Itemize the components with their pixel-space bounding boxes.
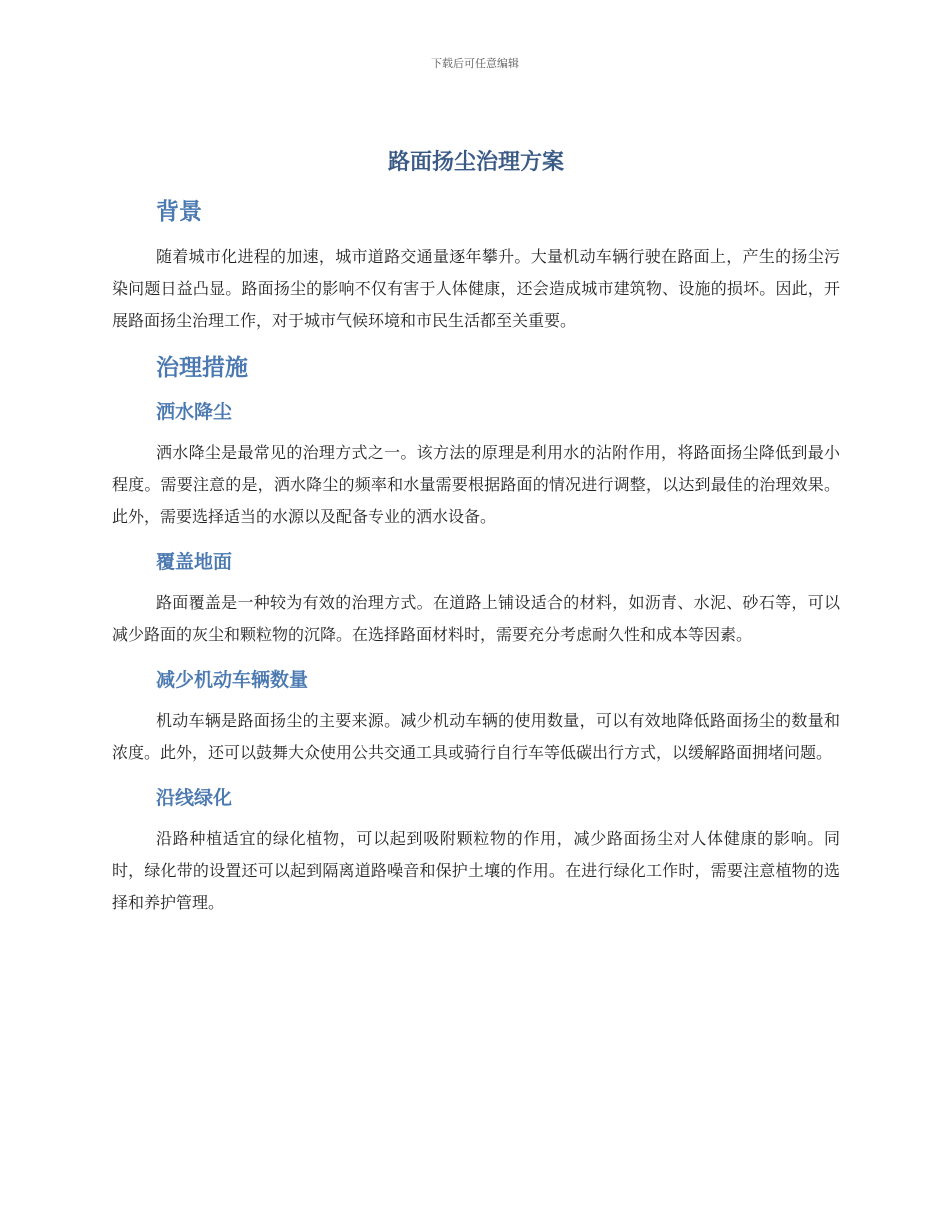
- subheading-sprinkling: 洒水降尘: [156, 401, 233, 423]
- subheading-reduce-vehicles: 减少机动车辆数量: [156, 669, 309, 691]
- paragraph-ground-cover: 路面覆盖是一种较为有效的治理方式。在道路上铺设适合的材料，如沥青、水泥、砂石等，可以减少路面的灰尘和颗粒物的沉降。在选择路面材料时，需要充分考虑耐久性和成本等因素。: [112, 593, 840, 644]
- measure-greening: [112, 783, 840, 919]
- subheading-greening: 沿线绿化: [156, 787, 233, 809]
- section-measures: [112, 351, 840, 919]
- document-body: [112, 145, 840, 933]
- section-background: [112, 195, 840, 337]
- measure-reduce-vehicles: [112, 665, 840, 769]
- paragraph-reduce-vehicles: 机动车辆是路面扬尘的主要来源。减少机动车辆的使用数量，可以有效地降低路面扬尘的数量和浓度。此外，还可以鼓舞大众使用公共交通工具或骑行自行车等低碳出行方式，以缓解路面拥堵问题。: [112, 711, 840, 762]
- page-header-note: 下载后可任意编辑: [431, 57, 519, 70]
- measure-ground-cover: [112, 547, 840, 651]
- section-heading-measures: 治理措施: [156, 355, 248, 381]
- paragraph-sprinkling: 洒水降尘是最常见的治理方式之一。该方法的原理是利用水的沾附作用，将路面扬尘降低到最小程度。需要注意的是，洒水降尘的频率和水量需要根据路面的情况进行调整，以达到最佳的治理效果。此外，需要选择适当的水源以及配备专业的洒水设备。: [112, 443, 840, 526]
- measure-sprinkling: [112, 397, 840, 533]
- document-title: 路面扬尘治理方案: [387, 150, 564, 175]
- background-paragraph: 随着城市化进程的加速，城市道路交通量逐年攀升。大量机动车辆行驶在路面上，产生的扬尘污染问题日益凸显。路面扬尘的影响不仅有害于人体健康，还会造成城市建筑物、设施的损坏。因此，开展路面扬尘治理工作，对于城市气候环境和市民生活都至关重要。: [112, 247, 840, 330]
- paragraph-greening: 沿路种植适宜的绿化植物，可以起到吸附颗粒物的作用，减少路面扬尘对人体健康的影响。同时，绿化带的设置还可以起到隔离道路噪音和保护土壤的作用。在进行绿化工作时，需要注意植物的选择和养护管理。: [112, 829, 840, 912]
- section-heading-background: 背景: [156, 199, 202, 225]
- subheading-ground-cover: 覆盖地面: [156, 551, 233, 573]
